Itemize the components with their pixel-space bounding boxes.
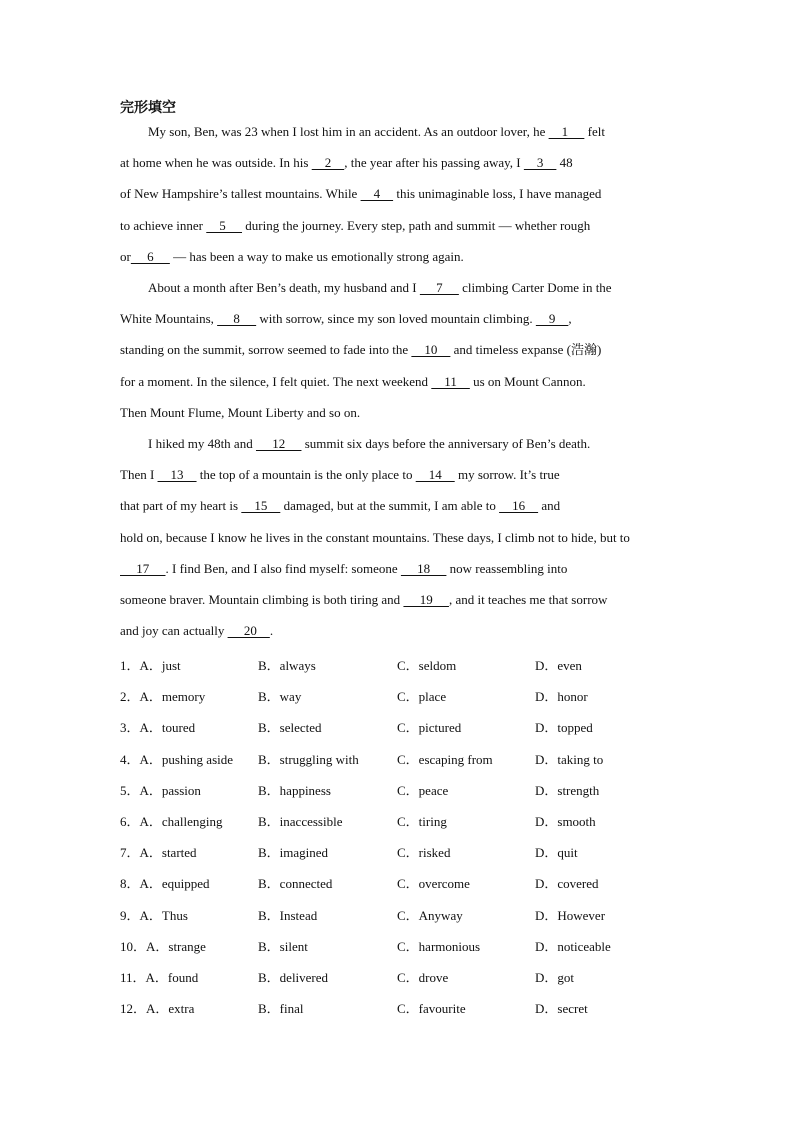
passage-text: for a moment. In the silence, I felt quiet. The next weekend — [120, 373, 432, 389]
option-c: C．drove — [397, 969, 449, 985]
passage-line — [120, 366, 672, 397]
passage-text: , the year after his passing away, I — [344, 155, 524, 171]
option-row-1 — [120, 651, 680, 682]
option-b: B．silent — [258, 938, 308, 954]
option-row-2 — [120, 682, 680, 713]
option-b: B．always — [258, 658, 316, 673]
option-a — [120, 842, 197, 861]
passage-text: climbing Carter Dome in the — [458, 280, 612, 295]
option-d: D．covered — [535, 876, 599, 892]
option-a — [120, 780, 201, 799]
option-c: C．tiring — [397, 813, 447, 829]
passage-text: now reassembling into — [446, 560, 568, 576]
option-a-text: found — [167, 969, 199, 985]
blank-6: 6 — [130, 248, 170, 264]
passage-line — [120, 241, 672, 272]
option-a — [120, 873, 210, 892]
passage-line — [120, 272, 672, 303]
option-b: B．connected — [258, 876, 333, 892]
blank-16: 16 — [499, 498, 539, 514]
blank-1: 1 — [548, 124, 585, 139]
question-number: 3．A． — [120, 720, 162, 736]
passage-text: hold on, because I know he lives in the constant mountains. These days, I climb not to hide, but to — [120, 529, 630, 545]
passage-text: . — [269, 623, 274, 639]
option-b: B．Instead — [258, 907, 318, 923]
question-number: 7．A． — [120, 845, 162, 861]
passage-line — [120, 615, 672, 646]
option-b: B．struggling with — [258, 751, 359, 767]
option-b: B．imagined — [258, 845, 329, 861]
option-a — [120, 749, 233, 768]
option-d: D．got — [535, 969, 575, 985]
passage-text: , and it teaches me that sorrow — [448, 591, 608, 607]
passage-text: and timeless expanse (浩瀚) — [450, 342, 602, 358]
option-a-text: pushing aside — [161, 751, 234, 767]
question-number: 12．A． — [120, 1001, 169, 1017]
option-d: D．secret — [535, 1001, 588, 1017]
passage-line — [120, 334, 672, 365]
blank-3: 3 — [523, 155, 557, 171]
passage-text: my sorrow. It’s true — [454, 467, 560, 483]
passage-text: of New Hampshire’s tallest mountains. While — [120, 186, 361, 202]
option-b: B．selected — [258, 720, 322, 736]
blank-17: 17 — [120, 560, 166, 576]
passage-line — [120, 303, 672, 334]
question-number: 2．A． — [120, 689, 162, 705]
option-a-text: Thus — [161, 907, 188, 923]
question-number: 4．A． — [120, 751, 162, 767]
option-a — [120, 686, 205, 705]
passage-line — [120, 553, 672, 584]
option-c: C．peace — [397, 782, 449, 798]
passage-paragraph-3 — [120, 428, 672, 646]
option-b: B．final — [258, 1001, 304, 1017]
option-d: D．quit — [535, 845, 578, 861]
passage-text: . I find Ben, and I also find myself: someone — [165, 560, 401, 576]
blank-8: 8 — [217, 311, 257, 327]
option-a-text: challenging — [161, 813, 223, 829]
blank-14: 14 — [415, 467, 455, 483]
option-row-8 — [120, 869, 680, 900]
passage-text: Then Mount Flume, Mount Liberty and so on. — [120, 404, 361, 420]
option-d: D．even — [535, 658, 582, 673]
option-d: D．noticeable — [535, 938, 611, 954]
question-number: 10．A． — [120, 938, 169, 954]
option-c: C．seldom — [397, 658, 457, 673]
passage-text: Then I — [120, 467, 158, 483]
passage-line — [120, 490, 672, 521]
option-row-6 — [120, 807, 680, 838]
option-row-4 — [120, 745, 680, 776]
passage-line — [120, 210, 672, 241]
passage-text: the top of a mountain is the only place to — [196, 467, 416, 483]
option-a-text: extra — [168, 1001, 195, 1017]
answer-options — [120, 651, 680, 1025]
option-row-10 — [120, 932, 680, 963]
option-b: B．delivered — [258, 969, 329, 985]
option-row-9 — [120, 901, 680, 932]
blank-20: 20 — [227, 623, 270, 639]
option-row-12 — [120, 994, 680, 1025]
passage-text: damaged, but at the summit, I am able to — [280, 498, 500, 514]
question-number: 8．A． — [120, 876, 162, 892]
option-c: C．risked — [397, 845, 451, 861]
option-c: C．place — [397, 689, 447, 705]
passage-line — [120, 116, 672, 147]
blank-13: 13 — [157, 467, 197, 483]
passage-text: , — [568, 311, 572, 327]
blank-19: 19 — [403, 591, 449, 607]
passage-text: during the journey. Every step, path and summit — whether rough — [242, 217, 591, 233]
passage-text: to achieve inner — [120, 217, 207, 233]
passage-line — [120, 584, 672, 615]
passage-text: 48 — [556, 155, 573, 171]
passage-line — [120, 459, 672, 490]
passage-text: someone braver. Mountain climbing is both tiring and — [120, 591, 404, 607]
option-a-text: memory — [161, 689, 206, 705]
option-d: D．However — [535, 907, 606, 923]
passage-text: that part of my heart is — [120, 498, 242, 514]
passage-text: White Mountains, — [120, 311, 218, 327]
option-c: C．favourite — [397, 1001, 466, 1017]
option-b: B．way — [258, 689, 302, 705]
passage-paragraph-1 — [120, 116, 672, 272]
question-number: 11．A． — [120, 969, 168, 985]
passage-line — [120, 522, 672, 553]
option-a — [120, 967, 198, 986]
option-a-text: equipped — [161, 876, 210, 892]
option-d: D．strength — [535, 782, 600, 798]
question-number: 6．A． — [120, 813, 162, 829]
passage-line — [120, 397, 672, 428]
option-a-text: toured — [161, 720, 196, 736]
question-number: 1．A． — [120, 658, 162, 673]
blank-5: 5 — [206, 217, 243, 233]
option-d: D．smooth — [535, 813, 596, 829]
blank-9: 9 — [535, 311, 569, 327]
option-a — [120, 811, 223, 830]
blank-4: 4 — [360, 186, 394, 202]
passage-text: I hiked my 48th and — [148, 436, 256, 451]
option-a-text: strange — [168, 938, 206, 954]
passage-text: with sorrow, since my son loved mountain climbing. — [256, 311, 536, 327]
blank-11: 11 — [431, 373, 470, 389]
passage-text: at home when he was outside. In his — [120, 155, 312, 171]
question-number: 5．A． — [120, 782, 162, 798]
passage-line — [120, 147, 672, 178]
passage-text: My son, Ben, was 23 when I lost him in an accident. As an outdoor lover, he — [148, 124, 549, 139]
blank-15: 15 — [241, 498, 281, 514]
option-c: C．pictured — [397, 720, 462, 736]
passage-paragraph-2 — [120, 272, 672, 428]
passage-text: or — [120, 248, 131, 264]
option-d: D．topped — [535, 720, 593, 736]
blank-7: 7 — [419, 280, 459, 295]
option-a-text: passion — [161, 782, 201, 798]
option-d: D．taking to — [535, 751, 604, 767]
blank-18: 18 — [400, 560, 447, 576]
passage-text: this unimaginable loss, I have managed — [393, 186, 602, 202]
option-c: C．harmonious — [397, 938, 481, 954]
option-a — [120, 655, 181, 674]
option-b: B．happiness — [258, 782, 331, 798]
section-heading: 完形填空 — [120, 100, 176, 116]
option-a — [120, 717, 195, 736]
passage-line — [120, 178, 672, 209]
passage-text: and — [538, 498, 561, 514]
passage-text: — has been a way to make us emotionally strong again. — [169, 248, 464, 264]
passage-text: us on Mount Cannon. — [469, 373, 586, 389]
option-row-11 — [120, 963, 680, 994]
passage-text: standing on the summit, sorrow seemed to fade into the — [120, 342, 412, 358]
option-c: C．Anyway — [397, 907, 463, 923]
option-a — [120, 936, 206, 955]
option-row-5 — [120, 776, 680, 807]
option-row-7 — [120, 838, 680, 869]
option-b: B．inaccessible — [258, 813, 343, 829]
question-number: 9．A． — [120, 907, 162, 923]
option-a-text: started — [161, 845, 197, 861]
option-c: C．escaping from — [397, 751, 493, 767]
option-c: C．overcome — [397, 876, 470, 892]
passage-text: About a month after Ben’s death, my husband and I — [148, 280, 420, 295]
passage-line — [120, 428, 672, 459]
passage-text: summit six days before the anniversary of Ben’s death. — [301, 436, 591, 451]
option-a — [120, 998, 194, 1017]
passage-text: felt — [584, 124, 605, 139]
option-a — [120, 905, 188, 924]
blank-2: 2 — [311, 155, 345, 171]
passage-text: and joy can actually — [120, 623, 228, 639]
option-a-text: just — [161, 658, 181, 673]
option-d: D．honor — [535, 689, 588, 705]
option-row-3 — [120, 713, 680, 744]
blank-12: 12 — [255, 436, 302, 451]
blank-10: 10 — [411, 342, 451, 358]
